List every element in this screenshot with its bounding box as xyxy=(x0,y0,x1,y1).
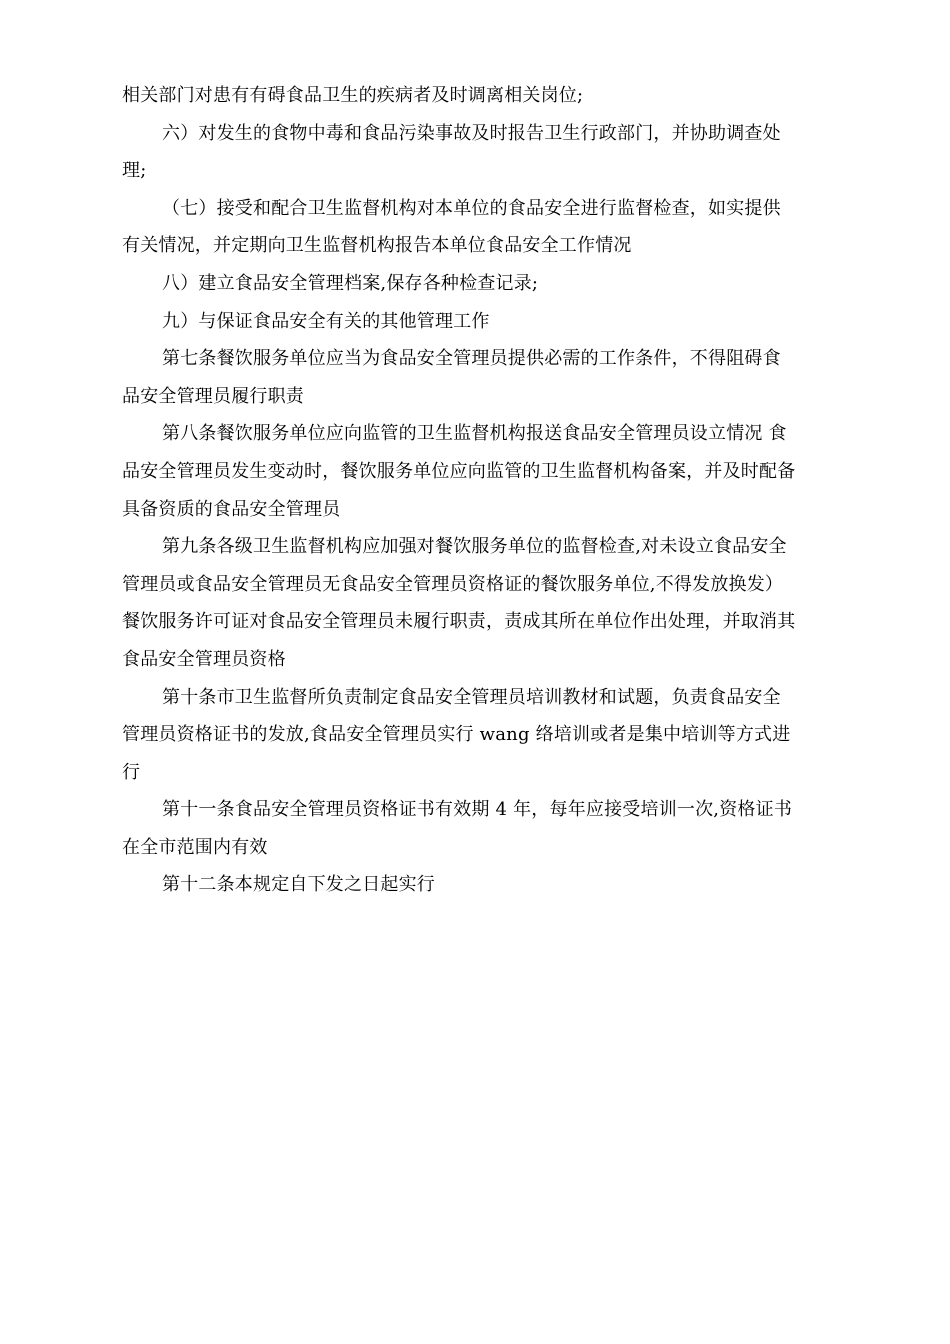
text-line: 第十一条食品安全管理员资格证书有效期 4 年，每年应接受培训一次,资格证书 xyxy=(162,799,793,821)
text-line: 相关部门对患有有碍食品卫生的疾病者及时调离相关岗位; xyxy=(122,85,584,106)
text-line: （七）接受和配合卫生监督机构对本单位的食品安全进行监督检查，如实提供 xyxy=(162,197,781,219)
text-line: 品安全管理员履行职责 xyxy=(122,385,304,407)
text-line: 理; xyxy=(122,160,147,182)
text-line: 第九条各级卫生监督机构应加强对餐饮服务单位的监督检查,对未设立食品安全 xyxy=(162,536,787,558)
text-line: 管理员资格证书的发放,食品安全管理员实行 wang 络培训或者是集中培训等方式进 xyxy=(122,724,791,746)
text-line: 第七条餐饮服务单位应当为食品安全管理员提供必需的工作条件，不得阻碍食 xyxy=(162,348,781,370)
document-body xyxy=(122,77,830,904)
text-line: 在全市范围内有效 xyxy=(122,836,268,858)
text-line: 第八条餐饮服务单位应向监管的卫生监督机构报送食品安全管理员设立情况 食 xyxy=(162,423,787,445)
text-line: 有关情况，并定期向卫生监督机构报告本单位食品安全工作情况 xyxy=(122,235,632,257)
text-line: 第十条市卫生监督所负责制定食品安全管理员培训教材和试题，负责食品安全 xyxy=(162,686,781,708)
text-line: 第十二条本规定自下发之日起实行 xyxy=(162,874,435,896)
text-line: 九）与保证食品安全有关的其他管理工作 xyxy=(162,310,490,332)
text-line: 六）对发生的食物中毒和食品污染事故及时报告卫生行政部门，并协助调查处 xyxy=(162,122,781,144)
text-line: 管理员或食品安全管理员无食品安全管理员资格证的餐饮服务单位,不得发放换发） xyxy=(122,573,784,595)
text-line: 行 xyxy=(122,761,141,783)
text-line: 品安全管理员发生变动时，餐饮服务单位应向监管的卫生监督机构备案，并及时配备 xyxy=(122,460,796,482)
text-line: 餐饮服务许可证对食品安全管理员未履行职责，责成其所在单位作出处理，并取消其 xyxy=(122,611,796,633)
text-line: 食品安全管理员资格 xyxy=(122,648,286,670)
text-line: 具备资质的食品安全管理员 xyxy=(122,498,341,520)
text-line: 八）建立食品安全管理档案,保存各种检查记录; xyxy=(162,272,539,294)
